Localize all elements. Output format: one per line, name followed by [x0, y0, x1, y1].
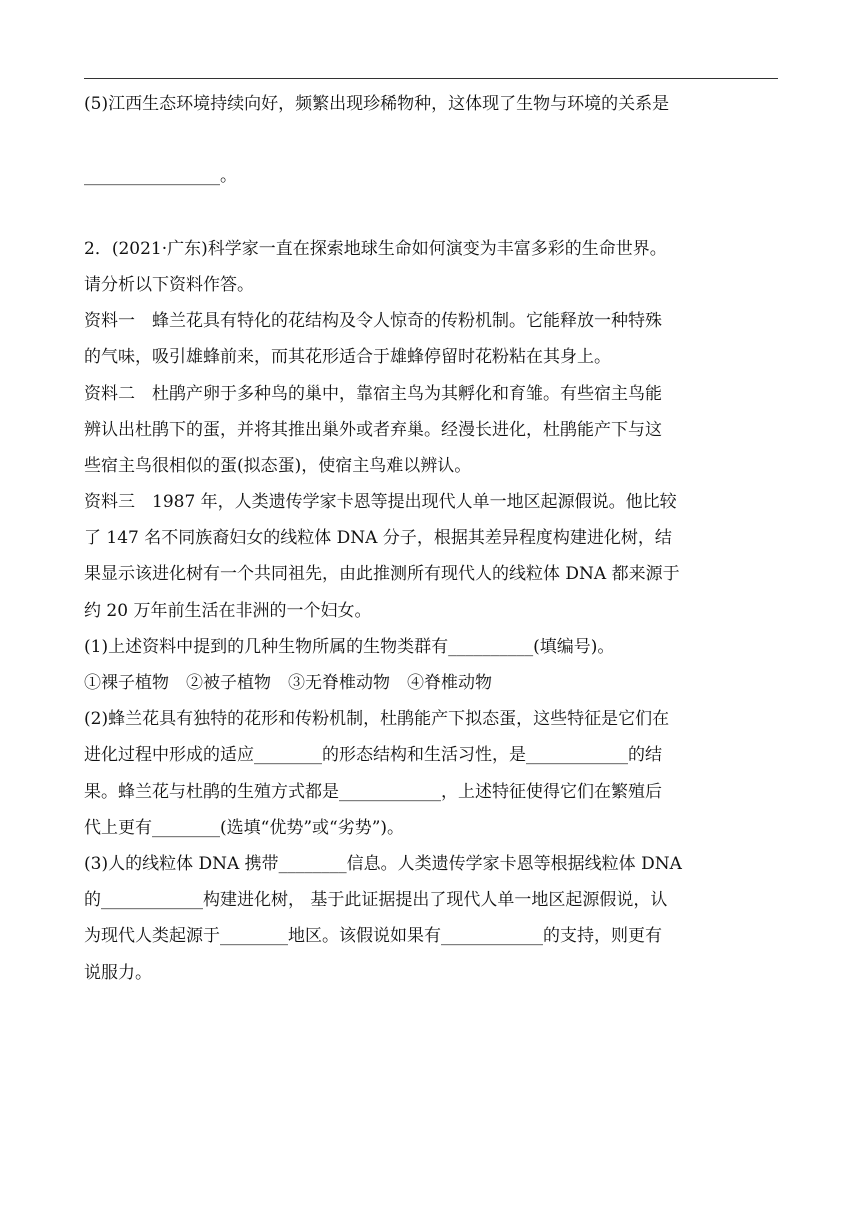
text-line: 代上更有________(选填“优势”或“劣势”)。 [84, 817, 405, 838]
text-line: 的____________构建进化树， 基于此证据提出了现代人单一地区起源假说，认 [84, 890, 668, 911]
text-line: 为现代人类起源于________地区。该假说如果有____________的支持，则更有 [84, 926, 662, 947]
text-line: 了 147 名不同族裔妇女的线粒体 DNA 分子，根据其差异程度构建进化树，结 [84, 528, 672, 549]
text-line: 果显示该进化树有一个共同祖先，由此推测所有现代人的线粒体 DNA 都来源于 [84, 564, 680, 585]
text-line [84, 122, 784, 158]
header-rule [84, 78, 778, 79]
question-2-heading: 2．(2021·广东)科学家一直在探索地球生命如何演变为丰富多彩的生命世界。 [84, 238, 667, 259]
sub-question-2: (2)蜂兰花具有独特的花形和传粉机制，杜鹃能产下拟态蛋，这些特征是它们在 [84, 709, 670, 730]
text-line: ________________。 [84, 166, 237, 187]
text-line: 果。蜂兰花与杜鹃的生殖方式都是____________，上述特征使得它们在繁殖后 [84, 781, 662, 802]
text-line: 说服力。 [84, 962, 152, 983]
text-line: (5)江西生态环境持续向好，频繁出现珍稀物种，这体现了生物与环境的关系是 [84, 94, 670, 114]
material-1: 资料一 蜂兰花具有特化的花结构及令人惊奇的传粉机制。它能释放一种特殊 [84, 311, 662, 332]
text-line: 辨认出杜鹃下的蛋，并将其推出巢外或者弃巢。经漫长进化，杜鹃能产下与这 [84, 419, 662, 440]
document-body [84, 86, 784, 991]
text-line: 的气味，吸引雄蜂前来，而其花形适合于雄蜂停留时花粉粘在其身上。 [84, 347, 611, 368]
text-line: 请分析以下资料作答。 [84, 274, 254, 295]
material-3: 资料三 1987 年，人类遗传学家卡恩等提出现代人单一地区起源假说。他比较 [84, 492, 677, 513]
text-line: 约 20 万年前生活在非洲的一个妇女。 [84, 600, 372, 621]
text-line: 些宿主鸟很相似的蛋(拟态蛋)，使宿主鸟难以辨认。 [84, 455, 472, 476]
sub-question-1: (1)上述资料中提到的几种生物所属的生物类群有__________(填编号)。 [84, 636, 615, 657]
sub-question-3: (3)人的线粒体 DNA 携带________信息。人类遗传学家卡恩等根据线粒体 DNA [84, 853, 682, 874]
text-line [84, 195, 784, 231]
material-2: 资料二 杜鹃产卵于多种鸟的巢中，靠宿主鸟为其孵化和育雏。有些宿主鸟能 [84, 383, 662, 404]
options-line: ①裸子植物 ②被子植物 ③无脊椎动物 ④脊椎动物 [84, 673, 492, 693]
text-line: 进化过程中形成的适应________的形态结构和生活习性，是____________的结 [84, 745, 662, 766]
